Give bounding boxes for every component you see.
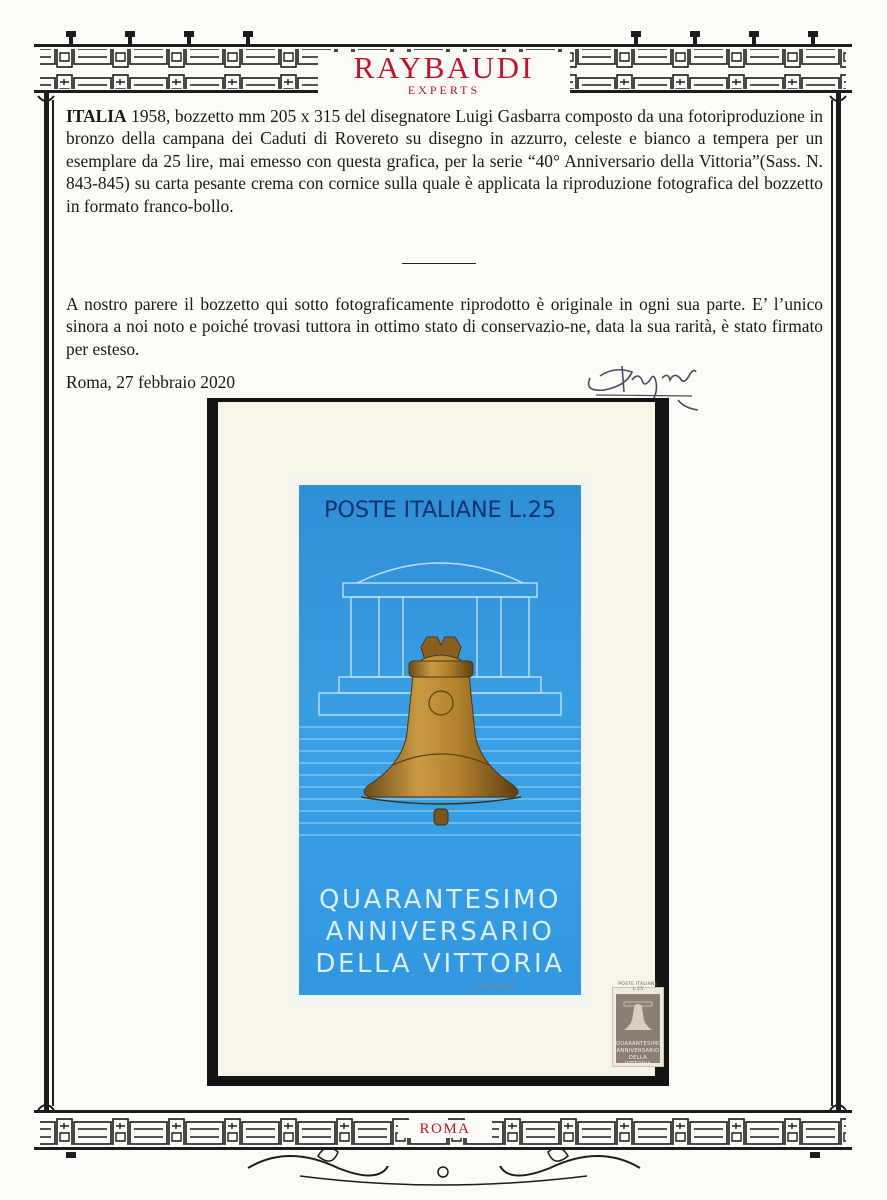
- designer-credit: L.GASBARRA: [468, 983, 516, 991]
- cream-mount: [218, 402, 662, 1076]
- brand-name: RAYBAUDI: [353, 50, 535, 85]
- brand-logo: [318, 52, 570, 96]
- stamp-caption-line-3: DELLA VITTORIA: [315, 949, 565, 979]
- mini-bell-icon: [616, 994, 660, 1040]
- stamp-value-title: POSTE ITALIANE L.25: [324, 497, 556, 523]
- stamp-sketch: [291, 475, 592, 1006]
- mini-caption-line-2: ANNIVERSARIO: [616, 1048, 660, 1054]
- brand-subtitle: EXPERTS: [407, 83, 481, 97]
- stamp-size-photo: [612, 982, 664, 1067]
- mini-caption-line-1: QUARANTESIMO: [616, 1041, 662, 1047]
- expert-opinion: A nostro parere il bozzetto qui sotto fotograficamente riprodotto è originale in ogni sua parte. E’ l’unico sinora a noi noto e poiché trovasi tuttora in ottimo stato di conservazio-ne, data la sua rarità, è stato firmato per esteso.: [66, 294, 823, 359]
- certificate-description: [66, 105, 823, 217]
- description-text: 1958, bozzetto mm 205 x 315 del disegnatore Luigi Gasbarra composto da una fotoriproduzione in bronzo della campana dei Caduti di Rovereto su disegno in azzurro, celeste e bianco a tempera per un esemplare da 25 lire, mai emesso con questa grafica, per la serie “40° Anniversario della Vittoria”(Sass. N. 843-845) su carta pesante crema con cornice sulla quale è applicata la riproduzione fotografica del bozzetto in formato franco-bollo.: [66, 106, 823, 216]
- mini-stamp-title: POSTE ITALIANE L.25: [618, 982, 658, 992]
- country-label: ITALIA: [66, 106, 127, 126]
- divider: [402, 263, 476, 264]
- stamp-caption-line-1: QUARANTESIMO: [318, 885, 562, 915]
- place-date: Roma, 27 febbraio 2020: [66, 372, 236, 392]
- sketch-reproduction: [207, 398, 669, 1086]
- mini-stamp-image: [616, 994, 662, 1067]
- stamp-design: [299, 485, 581, 995]
- mini-caption-line-3: DELLA VITTORIA: [624, 1055, 652, 1067]
- stamp-caption-line-2: ANNIVERSARIO: [325, 917, 555, 947]
- footer-city: ROMA: [398, 1120, 492, 1138]
